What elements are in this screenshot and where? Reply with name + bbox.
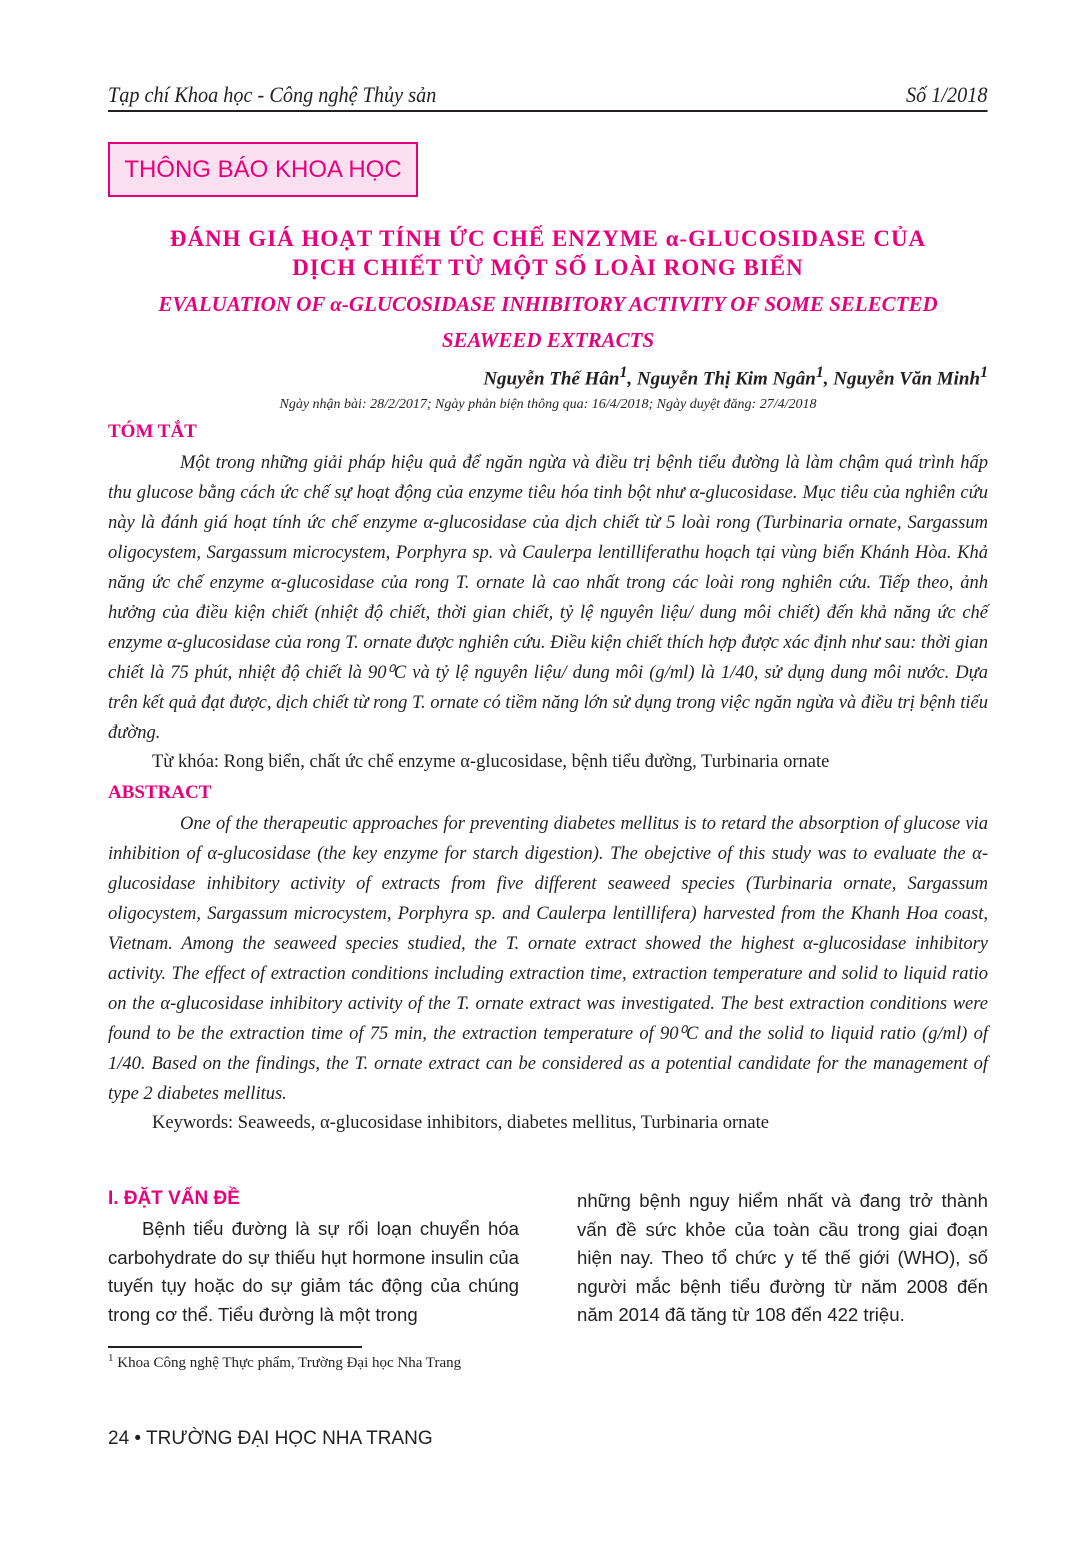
section-heading: I. ĐẶT VẤN ĐỀ <box>108 1188 240 1209</box>
author: Nguyễn Văn Minh <box>833 368 981 390</box>
abstract-heading: ABSTRACT <box>108 782 212 803</box>
affiliation-mark: 1 <box>619 364 628 381</box>
running-header <box>108 78 988 112</box>
summary-keywords: Từ khóa: Rong biển, chất ức chế enzyme α-glucosidase, bệnh tiểu đường, Turbinaria ornate <box>152 752 830 772</box>
affiliation-mark: 1 <box>980 364 988 381</box>
article-dates: Ngày nhận bài: 28/2/2017; Ngày phản biện thông qua: 16/4/2018; Ngày duyệt đăng: 27/4/2018 <box>279 397 817 412</box>
title-vietnamese <box>108 224 988 282</box>
title-line: SEAWEED EXTRACTS <box>441 328 655 352</box>
body-column-right: những bệnh nguy hiểm nhất và đang trở thành vấn đề sức khỏe của toàn cầu trong giai đoạn hiện nay. Theo tổ chức y tế thế giới (WHO), số người mắc bệnh tiểu đường từ năm 2008 đến năm 2014 đã tăng từ 108 đến 422 triệu. <box>577 1190 988 1325</box>
journal-name: Tạp chí Khoa học - Công nghệ Thủy sản <box>108 82 437 107</box>
footnote <box>108 1352 461 1372</box>
section-badge: THÔNG BÁO KHOA HỌC <box>108 142 418 197</box>
author: Nguyễn Thế Hân <box>483 368 620 390</box>
summary-text: Một trong những giải pháp hiệu quả để ngăn ngừa và điều trị bệnh tiểu đường là làm chậm quá trình hấp thu glucose bằng cách ức chế sự hoạt động của enzyme tiêu hóa tinh bột như α-glucosidase. Mục tiêu của nghiên cứu này là đánh giá hoạt tính ức chế enzyme α-glucosidase của dịch chiết từ 5 loài rong (Turbinaria ornate, Sargassum oligocystem, Sargassum microcystem, Porphyra sp. và Caulerpa lentilliferathu hoạch tại vùng biển Khánh Hòa. Khả năng ức chế enzyme α-glucosidase của rong T. ornate là cao nhất trong các loài rong nghiên cứu. Tiếp theo, ảnh hưởng của điều kiện chiết (nhiệt độ chiết, thời gian chiết, tỷ lệ nguyên liệu/ dung môi chiết) đến khả năng ức chế enzyme α-glucosidase của rong T. ornate được nghiên cứu. Điều kiện chiết thích hợp được xác định như sau: thời gian chiết là 75 phút, nhiệt độ chiết là 90⁰C và tỷ lệ nguyên liệu/ dung môi (g/ml) là 1/40, sử dụng dung môi nước. Dựa trên kết quả đạt được, dịch chiết từ rong T. ornate có tiềm năng lớn sử dụng trong việc ngăn ngừa và điều trị bệnh tiểu đường. <box>108 453 988 743</box>
summary-heading: TÓM TẮT <box>108 421 197 442</box>
title-line: ĐÁNH GIÁ HOẠT TÍNH ỨC CHẾ ENZYME α-GLUCOSIDASE CỦA <box>169 226 927 251</box>
issue-number: Số 1/2018 <box>905 82 988 107</box>
author: Nguyễn Thị Kim Ngân <box>636 368 816 390</box>
footnote-text: Khoa Công nghệ Thực phẩm, Trường Đại học Nha Trang <box>117 1355 462 1371</box>
page-number: 24 <box>108 1428 130 1449</box>
bullet-separator: • <box>134 1428 142 1449</box>
page-footer <box>108 1428 433 1450</box>
abstract-text: One of the therapeutic approaches for preventing diabetes mellitus is to retard the absorption of glucose via inhibition of α-glucosidase (the key enzyme for starch digestion). The obejctive of this study was to evaluate the α-glucosidase inhibitory activity of extracts from five different seaweed species (Turbinaria ornate, Sargassum oligocystem, Sargassum microcystem, Porphyra sp. and Caulerpa lentillifera) harvested from the Khanh Hoa coast, Vietnam. Among the seaweed species studied, the T. ornate extract showed the highest α-glucosidase inhibitory activity. The effect of extraction conditions including extraction time, extraction temperature and solid to liquid ratio on the α-glucosidase inhibitory activity of the T. ornate extract was investigated. The best extraction conditions were found to be the extraction time of 75 min, the extraction temperature of 90⁰C and the solid to liquid ratio (g/ml) of 1/40. Based on the findings, the T. ornate extract can be considered as a potential candidate for the management of type 2 diabetes mellitus. <box>108 814 988 1104</box>
title-line: DỊCH CHIẾT TỪ MỘT SỐ LOÀI RONG BIỂN <box>292 255 804 280</box>
authors: Nguyễn Thế Hân$^1$, Nguyễn Thị Kim Ngân$^1$, Nguyễn Văn Minh$^1$ <box>483 364 988 390</box>
footnote-mark: 1 <box>108 1352 114 1364</box>
body-column-left: Bệnh tiểu đường là sự rối loạn chuyển hóa carbohydrate do sự thiếu hụt hormone insulin của tuyến tụy hoặc do sự giảm tác động của chúng trong cơ thể. Tiểu đường là một trong <box>108 1218 519 1325</box>
footnote-divider <box>108 1346 362 1348</box>
title-line: EVALUATION OF α-GLUCOSIDASE INHIBITORY ACTIVITY OF SOME SELECTED <box>158 292 938 316</box>
abstract-keywords: Keywords: Seaweeds, α-glucosidase inhibitors, diabetes mellitus, Turbinaria ornate <box>152 1113 769 1133</box>
institution-name: TRƯỜNG ĐẠI HỌC NHA TRANG <box>146 1428 433 1449</box>
affiliation-mark: 1 <box>815 364 824 381</box>
title-english <box>108 286 988 358</box>
